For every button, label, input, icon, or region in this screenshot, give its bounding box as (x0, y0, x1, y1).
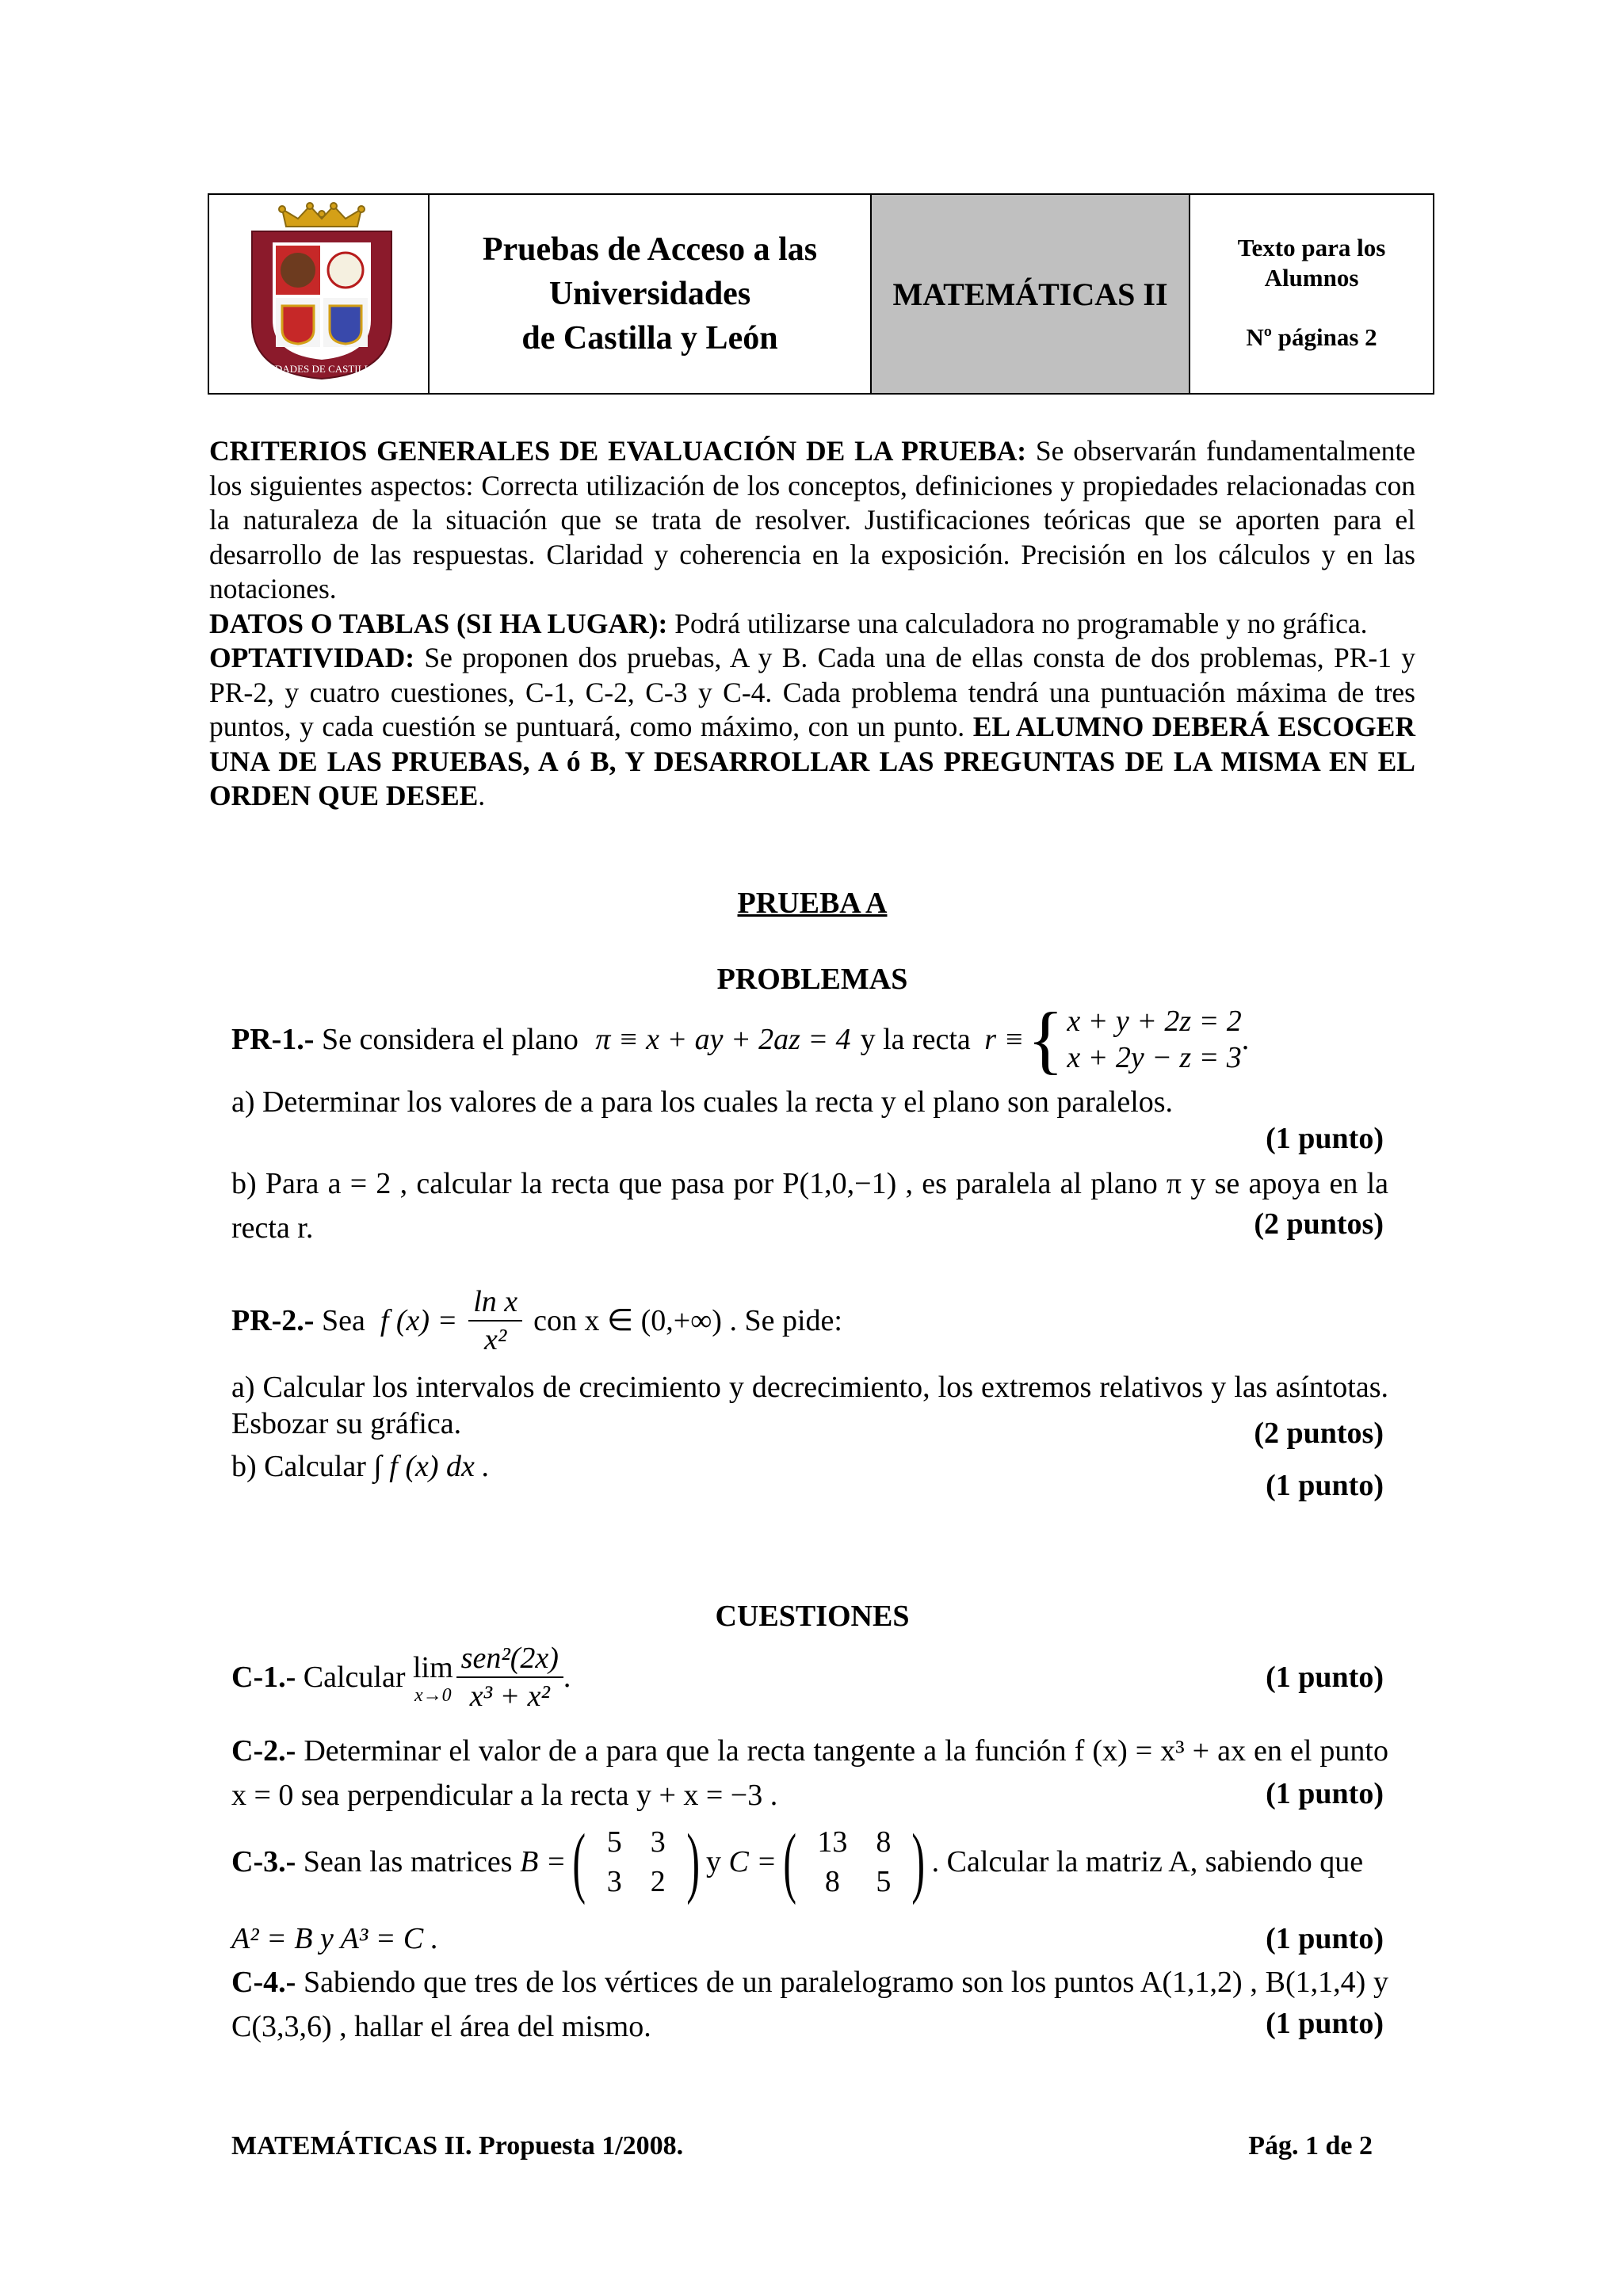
matrix-b-cell: 5 (606, 1825, 622, 1859)
c1-label: C-1.- (231, 1661, 296, 1694)
footer-left: MATEMÁTICAS II. Propuesta 1/2008. (231, 2131, 684, 2161)
problem-pr2 (231, 1283, 1388, 1502)
criteria-text: Se observarán fundamentalmente los siguientes aspectos: Correcta utilización de los conceptos, definiciones y propiedades relacionadas con la naturaleza de la situación que se trata de resolver. Justificaciones teóricas que se aporten para el desarrollo de las respuestas. Claridad y coherencia en la exposición. Precisión en los cálculos y en las notaciones. (209, 435, 1416, 605)
subject-cell (872, 195, 1190, 393)
matrix-c-row (803, 1822, 905, 1862)
pr2-label: PR-2.- (231, 1304, 315, 1337)
university-seal-logo (227, 203, 417, 382)
c3-label: C-3.- (231, 1845, 296, 1878)
optional-emphasis: EL ALUMNO DEBERÁ ESCOGER UNA DE LAS PRUEBAS, A ó B, Y DESARROLLAR LAS PREGUNTAS DE LA MISMA EN EL ORDEN QUE DESEE (209, 711, 1415, 811)
left-paren-symbol: ( (572, 1817, 586, 1905)
c1-lim: lim (412, 1651, 453, 1684)
footer-right: Pág. 1 de 2 (1248, 2131, 1373, 2161)
question-c1 (231, 1640, 1388, 1714)
pages-label: Nº páginas 2 (1246, 323, 1377, 351)
c1-limit (413, 1650, 453, 1705)
right-paren-symbol: ) (911, 1817, 926, 1905)
c4-text: Sabiendo que tres de los vértices de un paralelogramo son los puntos A(1,1,2) , B(1,1,4) y C(3,3,6) , hallar el área del mismo. (231, 1966, 1389, 2043)
optional-paragraph (209, 641, 1415, 814)
logo-cell (209, 195, 430, 393)
c3-text1: Sean las matrices (303, 1845, 513, 1878)
institution-cell (430, 195, 872, 393)
c1-end: . (563, 1661, 571, 1694)
question-c3 (231, 1814, 1388, 1909)
c1-text: Calcular (303, 1661, 406, 1694)
left-paren-symbol: ( (783, 1817, 797, 1905)
data-tables-label: DATOS O TABLAS (SI HA LUGAR): (209, 607, 668, 639)
info-cell (1190, 195, 1433, 393)
matrix-c-cell: 8 (824, 1865, 840, 1898)
seal-text: UNIVERSIDADES DE CASTILLA Y LEÓN (227, 363, 417, 375)
pr2-b-integral: ∫ f (x) dx . (373, 1450, 490, 1483)
criteria-label: CRITERIOS GENERALES DE EVALUACIÓN DE LA PRUEBA: (209, 435, 1027, 467)
matrix-c-cell: 5 (876, 1865, 892, 1898)
c3-points: (1 punto) (1266, 1922, 1384, 1955)
matrix-b-row (593, 1822, 680, 1862)
pr1-text1: Se considera el plano (321, 1023, 579, 1056)
pr1-b-text: b) Para a = 2 , calcular la recta que pasa por P(1,0,−1) , es paralela al plano π y se apoya en la recta r. (231, 1167, 1388, 1245)
pr1-label: PR-1.- (231, 1023, 315, 1056)
questions-title: CUESTIONES (715, 1600, 910, 1633)
c4-label: C-4.- (231, 1966, 296, 1999)
pr2-fx: f (x) = (380, 1304, 458, 1337)
c1-den: x³ + x² (469, 1680, 550, 1713)
pr1-statement: PR-1.- Se considera el plano π ≡ x + ay + 2az = 4 y la recta r ≡ { x + y + 2z = 2 x + 2y − z = 3 . (231, 997, 1250, 1081)
brace-symbol: { (1027, 997, 1064, 1081)
pr1-a-points: (1 punto) (1266, 1122, 1384, 1155)
pr1-b-points: (2 puntos) (1254, 1207, 1384, 1241)
c4-points: (1 punto) (1266, 2007, 1384, 2040)
matrix-c-cell: 8 (876, 1825, 892, 1859)
optional-end: . (478, 780, 486, 811)
data-tables-paragraph (209, 607, 1415, 642)
c3-text2: . Calcular la matriz A, sabiendo que (931, 1845, 1364, 1878)
c1-fraction (456, 1640, 563, 1714)
problem-pr1 (231, 997, 1388, 1250)
criteria-paragraph (209, 434, 1415, 607)
c1-lim-sub: x→0 (414, 1685, 452, 1706)
instructions-block (209, 434, 1415, 814)
matrix-b-cell: 2 (650, 1865, 666, 1898)
pr2-text1: Sea (321, 1304, 365, 1337)
c3-line2 (231, 1920, 1388, 1957)
pr1-plane: π ≡ x + ay + 2az = 4 (595, 1023, 851, 1056)
matrix-b (593, 1822, 680, 1901)
pr1-text2: y la recta (860, 1023, 971, 1056)
pr1-eq1: x + y + 2z = 2 (1067, 1005, 1242, 1038)
pr2-b-text: b) Calcular (231, 1450, 366, 1483)
c3-b-name: B = (520, 1845, 567, 1878)
c2-text: Determinar el valor de a para que la recta tangente a la función f (x) = x³ + ax en el punto x = 0 sea perpendicular a la recta y + x = −3 . (231, 1734, 1388, 1812)
c3-y: y (706, 1845, 722, 1878)
matrix-b-cell: 3 (606, 1865, 622, 1898)
matrix-c-row (803, 1862, 905, 1901)
matrix-b-row (593, 1862, 680, 1901)
pr2-statement (231, 1283, 1388, 1358)
pr2-a-text: a) Calcular los intervalos de crecimiento y decrecimiento, los extremos relativos y las asíntotas. Esbozar su gráfica. (231, 1371, 1388, 1440)
text-for-label: Texto para los Alumnos (1237, 234, 1386, 292)
pr1-system (1067, 1003, 1241, 1076)
pr2-text2: con x ∈ (0,+∞) . Se pide: (533, 1304, 842, 1337)
pr2-fraction (468, 1283, 522, 1358)
c2-label: C-2.- (231, 1734, 296, 1768)
optional-label: OPTATIVIDAD: (209, 642, 415, 673)
c3-text3: A² = B y A³ = C . (231, 1922, 439, 1955)
pr1-eq2: x + 2y − z = 3 (1067, 1041, 1242, 1074)
pr2-b (231, 1448, 1388, 1485)
pr2-num: ln x (468, 1283, 522, 1322)
matrix-c-cell: 13 (817, 1825, 848, 1859)
pr2-den: x² (484, 1323, 507, 1356)
pr2-b-points: (1 punto) (1266, 1469, 1384, 1502)
header-table (208, 193, 1434, 395)
problems-title: PROBLEMAS (716, 963, 908, 996)
matrix-c (803, 1822, 905, 1901)
pr1-line-name: r ≡ (984, 1023, 1025, 1056)
subject-title: MATEMÁTICAS II (892, 276, 1168, 312)
matrix-b-cell: 3 (650, 1825, 666, 1859)
prueba-title: PRUEBA A (737, 887, 888, 920)
pr1-b (231, 1161, 1388, 1250)
c3-c-name: C = (728, 1845, 777, 1878)
c2-points: (1 punto) (1266, 1777, 1384, 1810)
optional-text: Se proponen dos pruebas, A y B. Cada una de ellas consta de dos problemas, PR-1 y PR-2, y cuatro cuestiones, C-1, C-2, C-3 y C-4. Cada problema tendrá una puntuación máxima de tres puntos, y cada cuestión se puntuará, como máximo, con un punto. (209, 642, 1415, 742)
c1-num: sen²(2x) (456, 1640, 563, 1678)
c1-points: (1 punto) (1266, 1661, 1384, 1694)
pr2-a-points: (2 puntos) (1254, 1417, 1384, 1450)
institution-title: Pruebas de Acceso a las Universidades de Castilla y León (482, 231, 818, 357)
right-paren-symbol: ) (686, 1817, 700, 1905)
pr1-a-text: a) Determinar los valores de a para los cuales la recta y el plano son paralelos. (231, 1085, 1174, 1119)
data-tables-text: Podrá utilizarse una calculadora no programable y no gráfica. (674, 607, 1368, 639)
